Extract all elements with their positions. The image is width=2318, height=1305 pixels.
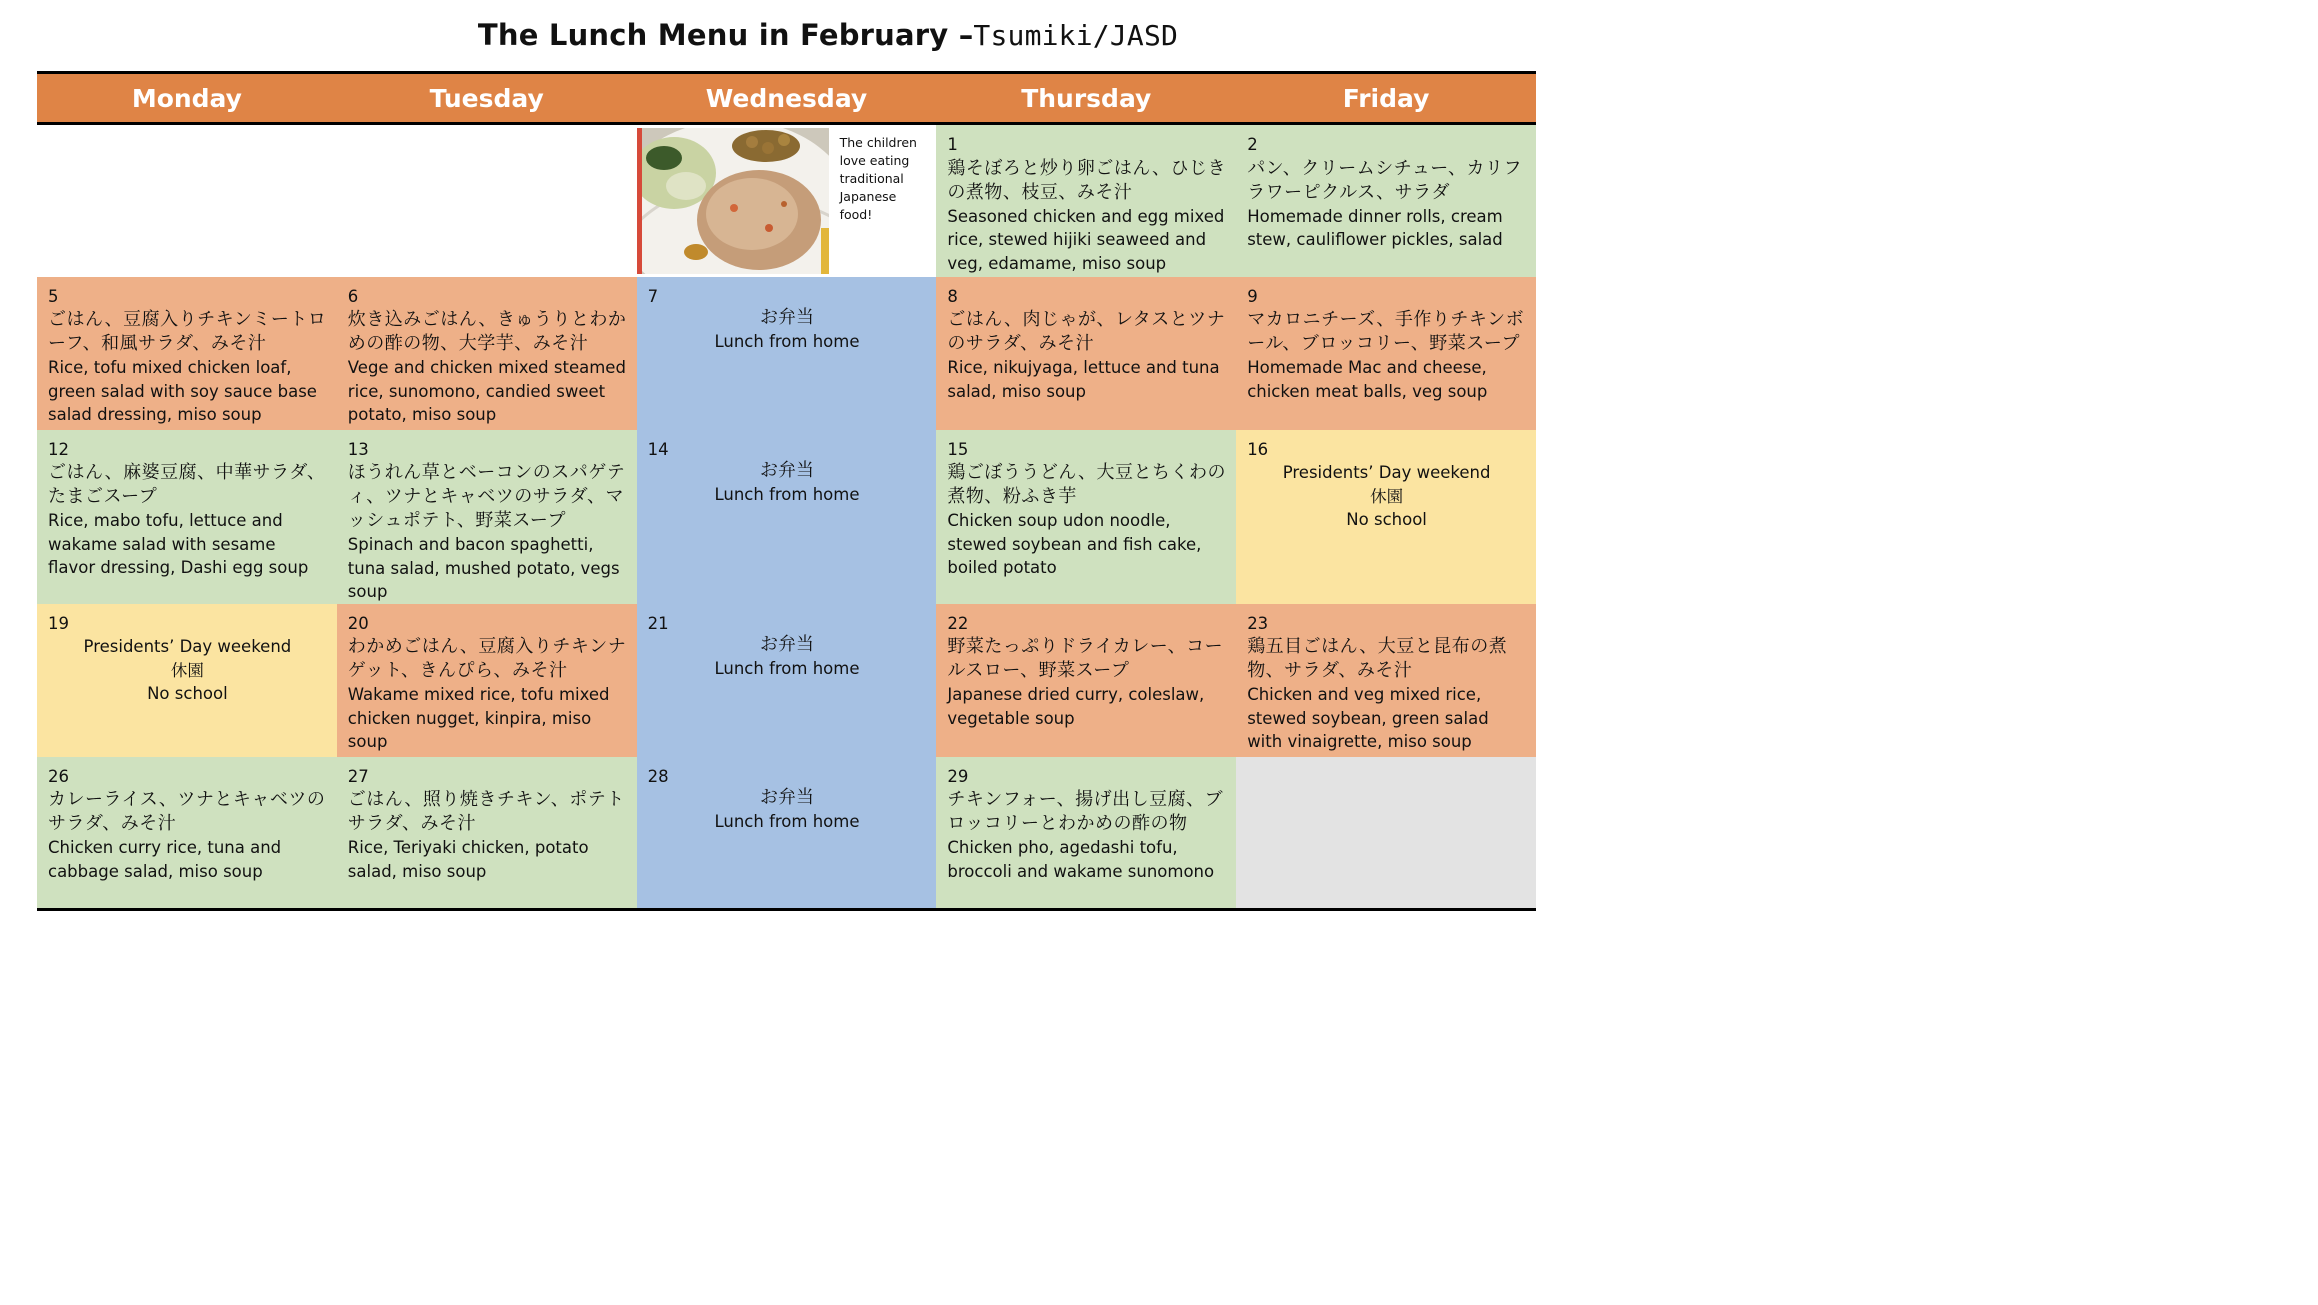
title-dash: – xyxy=(958,18,974,52)
date-number: 27 xyxy=(347,766,369,786)
menu-japanese: マカロニチーズ、手作りチキンボール、ブロッコリー、野菜スープ xyxy=(1247,309,1525,354)
menu-english: Seasoned chicken and egg mixed rice, stewed hijiki seaweed and veg, edamame, miso soup xyxy=(947,206,1225,273)
menu-cell-13 xyxy=(337,430,637,604)
date-number: 15 xyxy=(947,439,969,459)
holiday-cell-16 xyxy=(1236,430,1536,604)
bento-japanese: お弁当 xyxy=(759,787,814,808)
menu-japanese: 鶏そぼろと炒り卵ごはん、ひじきの煮物、枝豆、みそ汁 xyxy=(947,157,1226,203)
menu-english: Chicken and veg mixed rice, stewed soybean, green salad with vinaigrette, miso soup xyxy=(1247,685,1489,751)
header-tuesday: Tuesday xyxy=(337,73,637,124)
menu-english: Chicken pho, agedashi tofu, broccoli and wakame sunomono xyxy=(947,838,1215,881)
menu-cell-20 xyxy=(337,604,637,757)
header-friday: Friday xyxy=(1236,73,1536,124)
holiday-japanese: 休園 xyxy=(1370,486,1404,506)
menu-english: Chicken curry rice, tuna and cabbage salad, miso soup xyxy=(48,838,282,881)
bento-english: Lunch from home xyxy=(714,484,860,504)
menu-japanese: 鶏ごぼううどん、大豆とちくわの煮物、粉ふき芋 xyxy=(947,462,1226,507)
date-number: 13 xyxy=(347,439,369,459)
date-number: 21 xyxy=(647,613,669,633)
date-number: 2 xyxy=(1247,135,1258,154)
menu-japanese: ごはん、照り焼きチキン、ポテトサラダ、みそ汁 xyxy=(347,789,625,834)
date-number: 6 xyxy=(347,286,359,306)
date-number: 9 xyxy=(1247,286,1258,306)
bento-japanese: お弁当 xyxy=(759,307,814,328)
menu-english: Homemade Mac and cheese, chicken meat balls, veg soup xyxy=(1247,358,1488,401)
weekday-header-row xyxy=(37,73,1536,124)
holiday-cell-19 xyxy=(37,604,337,757)
week-row-3 xyxy=(37,430,1536,604)
date-number: 20 xyxy=(347,613,369,633)
page-title xyxy=(0,18,1656,52)
menu-cell-7 xyxy=(637,277,937,430)
menu-japanese: カレーライス、ツナとキャベツのサラダ、みそ汁 xyxy=(48,789,326,834)
menu-cell-2 xyxy=(1236,124,1536,277)
menu-cell-21 xyxy=(637,604,937,757)
menu-cell-12 xyxy=(37,430,337,604)
title-subtitle: Tsumiki/JASD xyxy=(973,19,1179,52)
empty-cell xyxy=(1236,757,1536,910)
menu-english: Rice, tofu mixed chicken loaf, green salad with soy sauce base salad dressing, miso soup xyxy=(48,358,317,424)
menu-japanese: ごはん、麻婆豆腐、中華サラダ、たまごスープ xyxy=(48,462,326,507)
menu-japanese: 鶏五目ごはん、大豆と昆布の煮物、サラダ、みそ汁 xyxy=(1247,636,1508,681)
date-number: 16 xyxy=(1247,439,1269,459)
menu-cell-14 xyxy=(637,430,937,604)
date-number: 14 xyxy=(647,439,669,459)
menu-cell-6 xyxy=(337,277,637,430)
photo-cell xyxy=(637,124,937,277)
menu-english: Rice, nikujyaga, lettuce and tuna salad, miso soup xyxy=(947,358,1220,401)
lunch-calendar xyxy=(37,71,1536,911)
no-school-label: No school xyxy=(147,684,228,703)
photo-caption: The children love eating traditional Japanese food! xyxy=(839,135,917,222)
holiday-name: Presidents’ Day weekend xyxy=(1282,463,1491,482)
holiday-japanese: 休園 xyxy=(170,660,204,680)
week-row-2 xyxy=(37,277,1536,430)
week-row-1 xyxy=(37,124,1536,277)
bento-english: Lunch from home xyxy=(714,811,860,831)
date-number: 1 xyxy=(947,135,958,154)
bento-english: Lunch from home xyxy=(714,331,860,351)
date-number: 7 xyxy=(647,286,659,306)
bento-japanese: お弁当 xyxy=(759,634,814,655)
menu-japanese: わかめごはん、豆腐入りチキンナゲット、きんぴら、みそ汁 xyxy=(347,636,627,681)
menu-english: Homemade dinner rolls, cream stew, cauliflower pickles, salad xyxy=(1247,206,1503,249)
menu-japanese: 炊き込みごはん、きゅうりとわかめの酢の物、大学芋、みそ汁 xyxy=(347,309,627,354)
header-monday: Monday xyxy=(37,73,337,124)
menu-japanese: パン、クリームシチュー、カリフラワーピクルス、サラダ xyxy=(1247,157,1522,203)
date-number: 12 xyxy=(48,439,69,459)
menu-cell-8 xyxy=(936,277,1236,430)
menu-cell-22 xyxy=(936,604,1236,757)
empty-cell xyxy=(37,124,337,277)
week-row-5 xyxy=(37,757,1536,910)
date-number: 8 xyxy=(947,286,958,306)
menu-english: Spinach and bacon spaghetti, tuna salad, mushed potato, vegs soup xyxy=(347,535,620,601)
date-number: 22 xyxy=(947,613,969,633)
date-number: 23 xyxy=(1247,613,1269,633)
menu-japanese: チキンフォー、揚げ出し豆腐、ブロッコリーとわかめの酢の物 xyxy=(947,789,1224,834)
menu-cell-27 xyxy=(337,757,637,910)
date-number: 5 xyxy=(48,286,59,306)
menu-cell-23 xyxy=(1236,604,1536,757)
date-number: 28 xyxy=(647,766,669,786)
menu-english: Japanese dried curry, coleslaw, vegetable soup xyxy=(947,685,1205,728)
menu-english: Rice, Teriyaki chicken, potato salad, miso soup xyxy=(347,838,589,881)
menu-cell-5 xyxy=(37,277,337,430)
title-main: The Lunch Menu in February xyxy=(477,18,959,52)
menu-japanese: ほうれん草とベーコンのスパゲティ、ツナとキャベツのサラダ、マッシュポテト、野菜スープ xyxy=(347,462,626,531)
menu-japanese: ごはん、豆腐入りチキンミートローフ、和風サラダ、みそ汁 xyxy=(48,309,327,354)
menu-cell-9 xyxy=(1236,277,1536,430)
no-school-label: No school xyxy=(1346,510,1427,529)
date-number: 29 xyxy=(947,766,969,786)
menu-english: Wakame mixed rice, tofu mixed chicken nugget, kinpira, miso soup xyxy=(347,685,610,751)
lunch-photo xyxy=(637,128,829,274)
bento-japanese: お弁当 xyxy=(759,460,814,481)
menu-cell-15 xyxy=(936,430,1236,604)
header-thursday: Thursday xyxy=(936,73,1236,124)
menu-english: Rice, mabo tofu, lettuce and wakame salad with sesame flavor dressing, Dashi egg soup xyxy=(48,511,309,577)
header-wednesday: Wednesday xyxy=(637,73,937,124)
menu-japanese: ごはん、肉じゃが、レタスとツナのサラダ、みそ汁 xyxy=(947,309,1226,354)
date-number: 19 xyxy=(48,613,69,633)
menu-english: Chicken soup udon noodle, stewed soybean and fish cake, boiled potato xyxy=(947,511,1202,577)
menu-cell-28 xyxy=(637,757,937,910)
empty-cell xyxy=(337,124,637,277)
menu-cell-26 xyxy=(37,757,337,910)
date-number: 26 xyxy=(48,766,69,786)
menu-cell-29 xyxy=(936,757,1236,910)
holiday-name: Presidents’ Day weekend xyxy=(83,637,292,656)
menu-cell-1 xyxy=(936,124,1236,277)
menu-japanese: 野菜たっぷりドライカレー、コールスロー、野菜スープ xyxy=(947,636,1224,681)
menu-english: Vege and chicken mixed steamed rice, sunomono, candied sweet potato, miso soup xyxy=(347,358,626,424)
bento-english: Lunch from home xyxy=(714,658,860,678)
lunch-plate-image xyxy=(637,128,829,274)
week-row-4 xyxy=(37,604,1536,757)
